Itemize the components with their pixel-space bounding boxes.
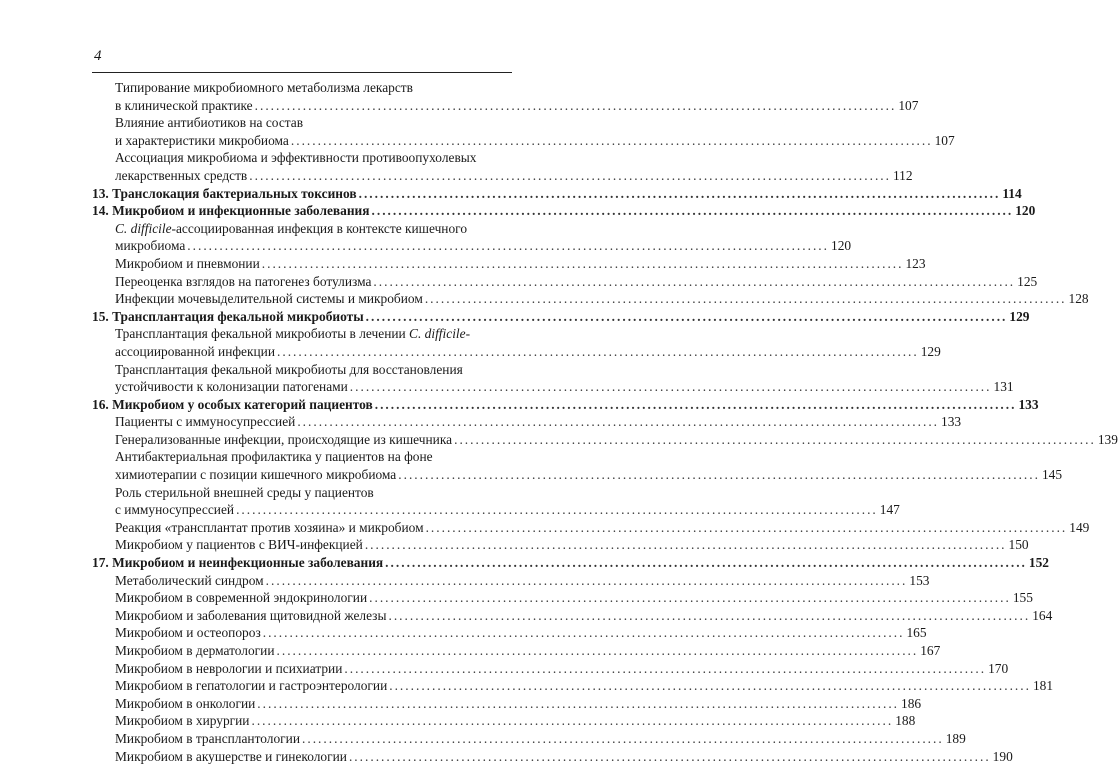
- toc-page-number: 145: [1041, 467, 1063, 483]
- toc-entry: [92, 167, 913, 185]
- toc-entry-title: [115, 290, 423, 308]
- toc-entry-title: [115, 536, 363, 554]
- toc-chapter: [92, 308, 1030, 326]
- toc-entry-title: [115, 607, 386, 625]
- toc-entry-text-tail: -: [465, 326, 471, 342]
- toc-leader-dots: ........................................................................................................................: [454, 431, 1096, 447]
- toc-page-number: 167: [920, 643, 941, 658]
- toc-entry-title: [115, 677, 387, 695]
- toc-entry-text: Микробиом в акушерстве и гинекологии: [115, 748, 347, 764]
- toc-entry-text: Микробиом и заболевания щитовидной железы: [115, 607, 387, 623]
- toc-entry-title: [115, 378, 348, 396]
- toc-entry-text: 14. Микробиом и инфекционные заболевания: [92, 203, 370, 219]
- toc-entry-title: [115, 273, 371, 291]
- toc-entry: [92, 501, 900, 519]
- toc-entry-title: [115, 572, 264, 590]
- toc-leader-dots: ........................................................................................................................: [277, 343, 919, 359]
- toc-entry: [92, 695, 922, 713]
- toc-leader-dots: ........................................................................................................................: [388, 607, 1031, 623]
- toc-entry-text: в клинической практике: [115, 97, 253, 113]
- toc-leader-dots: ........................................................................................................................: [358, 185, 1001, 201]
- toc-entry: [92, 607, 1053, 625]
- toc-entry-title: [115, 712, 249, 730]
- toc-page-number: 181: [1032, 678, 1054, 694]
- toc-entry-title: [115, 589, 367, 607]
- toc-entry-text: Микробиом в трансплантологии: [115, 730, 300, 746]
- toc-entry: [92, 712, 916, 730]
- toc-entry-title: [115, 167, 247, 185]
- toc-entry-text: Пациенты с иммуносупрессией: [115, 414, 296, 430]
- toc-page-number: 153: [909, 572, 930, 588]
- toc-entry: [92, 677, 1054, 695]
- toc-entry-title: [115, 695, 255, 713]
- toc-page-number: 190: [992, 748, 1013, 764]
- toc-leader-dots: ........................................................................................................................: [297, 414, 940, 430]
- toc-entry-title: [115, 431, 452, 449]
- toc-page-number: 120: [1015, 203, 1036, 219]
- toc-page-number: 128: [1068, 291, 1089, 307]
- toc-page-number: 123: [905, 255, 926, 271]
- toc-entry-text: Трансплантация фекальной микробиоты в лечении: [115, 326, 410, 342]
- toc-entry: [92, 255, 926, 273]
- toc-entry-text: Генерализованные инфекции, происходящие из кишечника: [115, 431, 453, 447]
- toc-page-number: 149: [1069, 519, 1090, 535]
- toc-entry-text: Микробиом в хирургии: [115, 713, 250, 729]
- toc-entry-title: [115, 730, 300, 748]
- toc-entry-text: Трансплантация фекальной микробиоты для восстановления: [115, 361, 463, 377]
- toc-entry-title: [115, 413, 295, 431]
- toc-entry-title: [115, 149, 476, 167]
- toc-entry-title: [115, 325, 470, 343]
- toc-entry-title: [92, 396, 373, 414]
- toc-page-number: 125: [1017, 273, 1038, 289]
- toc-entry-italic-term: C. difficile: [409, 326, 466, 342]
- toc-leader-dots: ........................................................................................................................: [389, 678, 1031, 694]
- toc-leader-dots: ........................................................................................................................: [369, 590, 1011, 606]
- toc-page-number: 133: [941, 414, 962, 430]
- toc-leader-dots: ........................................................................................................................: [364, 537, 1007, 553]
- toc-entry: [92, 413, 962, 431]
- toc-entry-text: 16. Микробиом у особых категорий пациентов: [92, 396, 373, 412]
- toc-leader-dots: ........................................................................................................................: [385, 555, 1027, 571]
- toc-entry: [92, 237, 852, 255]
- toc-leader-dots: ........................................................................................................................: [371, 203, 1014, 219]
- toc-entry-text: Инфекции мочевыделительной системы и микробиом: [115, 291, 423, 307]
- toc-entry-title: [92, 308, 364, 326]
- toc-entry: [92, 589, 1033, 607]
- toc-chapter: [92, 554, 1049, 572]
- toc-entry-title: [115, 255, 260, 273]
- page-number: 4: [94, 48, 102, 64]
- toc-page-number: 131: [993, 379, 1014, 395]
- toc-entry-text: Метаболический синдром: [115, 572, 264, 588]
- toc-entry: [92, 572, 930, 590]
- toc-chapter: [92, 185, 1022, 203]
- toc-entry-text: Микробиом в онкологии: [115, 695, 256, 711]
- toc-entry-text: Реакция «трансплантат против хозяина» и микробиом: [115, 519, 424, 535]
- toc-entry: [92, 624, 927, 642]
- toc-page-number: 150: [1008, 537, 1029, 553]
- toc-leader-dots: ........................................................................................................................: [236, 502, 878, 518]
- toc-entry-text: лекарственных средств: [115, 167, 248, 183]
- toc-entry-title: [115, 343, 275, 361]
- toc-page-number: 114: [1002, 185, 1022, 201]
- toc-entry-title: [115, 501, 234, 519]
- toc-entry-text: Типирование микробиомного метаболизма лекарств: [115, 80, 413, 95]
- toc-entry-text: Микробиом в современной эндокринологии: [115, 590, 368, 606]
- toc-entry-text: Микробиом в гепатологии и гастроэнтерологии: [115, 678, 388, 694]
- toc-page-number: 129: [1009, 308, 1030, 324]
- toc-leader-dots: ........................................................................................................................: [344, 660, 987, 676]
- toc-entry-text: ассоциированной инфекции: [115, 343, 276, 359]
- toc-entry: [92, 132, 955, 150]
- toc-entry-text: устойчивости к колонизации патогенами: [115, 379, 348, 395]
- toc-entry-text: с иммуносупрессией: [115, 502, 235, 518]
- toc-leader-dots: ........................................................................................................................: [398, 467, 1040, 483]
- toc-entry-title: [115, 114, 303, 132]
- toc-entry-text: и характеристики микробиома: [115, 132, 289, 148]
- toc-entry: [92, 378, 1014, 396]
- toc-entry: [92, 343, 941, 361]
- toc-entry: [92, 431, 1118, 449]
- table-of-contents: [92, 79, 1118, 765]
- toc-entry-text: Переоценка взглядов на патогенез ботулизма: [115, 273, 372, 289]
- toc-chapter: [92, 396, 1039, 414]
- toc-entry-text: 15. Трансплантация фекальной микробиоты: [92, 308, 364, 324]
- toc-entry-text: Влияние антибиотиков на состав: [115, 115, 304, 131]
- toc-page-number: 164: [1032, 607, 1053, 623]
- toc-entry-text: 17. Микробиом и неинфекционные заболевания: [92, 555, 384, 571]
- toc-entry-title: [115, 484, 374, 502]
- toc-entry: [92, 149, 513, 167]
- toc-page-number: 188: [895, 713, 916, 729]
- toc-entry-text: Ассоциация микробиома и эффективности противоопухолевых: [115, 150, 477, 166]
- toc-entry-title: [115, 97, 253, 115]
- toc-entry: [92, 748, 1013, 765]
- toc-entry-text: -ассоциированная инфекция в контексте кишечного: [171, 220, 468, 236]
- toc-page-number: 112: [892, 167, 913, 183]
- toc-page-number: 147: [879, 502, 900, 518]
- toc-entry-title: [115, 748, 347, 765]
- toc-page-number: 152: [1028, 555, 1049, 571]
- toc-page-number: 107: [898, 97, 919, 113]
- toc-entry: [92, 519, 1090, 537]
- toc-entry: [92, 220, 513, 238]
- toc-entry: [92, 484, 513, 502]
- toc-leader-dots: ........................................................................................................................: [261, 255, 904, 271]
- toc-page-number: 120: [831, 238, 852, 254]
- toc-page-number: 165: [906, 625, 927, 641]
- toc-entry: [92, 448, 513, 466]
- toc-entry-title: [115, 642, 275, 660]
- toc-entry-title: [115, 132, 289, 150]
- toc-entry: [92, 730, 966, 748]
- toc-chapter: [92, 202, 1036, 220]
- toc-leader-dots: ........................................................................................................................: [374, 396, 1017, 412]
- toc-leader-dots: ........................................................................................................................: [251, 713, 894, 729]
- toc-leader-dots: ........................................................................................................................: [265, 572, 908, 588]
- toc-page-number: 170: [988, 660, 1009, 676]
- toc-leader-dots: ........................................................................................................................: [373, 273, 1016, 289]
- toc-page-number: 189: [945, 730, 966, 746]
- toc-entry-text: Микробиом в неврологии и психиатрии: [115, 660, 343, 676]
- toc-leader-dots: ........................................................................................................................: [349, 379, 992, 395]
- toc-entry-text: Микробиом у пациентов с ВИЧ-инфекцией: [115, 537, 363, 553]
- toc-entry-title: [92, 554, 383, 572]
- toc-leader-dots: ........................................................................................................................: [262, 625, 905, 641]
- toc-entry-text: Микробиом и остеопороз: [115, 625, 261, 641]
- toc-page-number: 139: [1097, 431, 1118, 447]
- toc-entry: [92, 97, 919, 115]
- toc-entry-text: 13. Транслокация бактериальных токсинов: [92, 185, 357, 201]
- toc-entry: [92, 536, 1029, 554]
- toc-entry-title: [115, 220, 467, 238]
- toc-entry-title: [115, 519, 424, 537]
- toc-entry: [92, 325, 513, 343]
- toc-leader-dots: ........................................................................................................................: [424, 291, 1067, 307]
- toc-entry: [92, 466, 1063, 484]
- toc-entry-text: Микробиом и пневмонии: [115, 255, 260, 271]
- toc-entry-title: [115, 466, 396, 484]
- toc-entry: [92, 361, 513, 379]
- toc-entry-title: [115, 79, 413, 97]
- toc-page-number: 129: [920, 343, 941, 359]
- toc-entry-text: микробиома: [115, 238, 186, 254]
- toc-page-number: 155: [1012, 590, 1033, 606]
- toc-entry-title: [115, 660, 342, 678]
- toc-entry-title: [115, 361, 463, 379]
- toc-entry-text: Микробиом в дерматологии: [115, 643, 275, 658]
- toc-leader-dots: ........................................................................................................................: [302, 730, 944, 746]
- toc-leader-dots: ........................................................................................................................: [254, 97, 897, 113]
- toc-leader-dots: ........................................................................................................................: [425, 519, 1068, 535]
- toc-page-number: 107: [934, 132, 955, 148]
- header-rule: [92, 72, 512, 73]
- toc-entry: [92, 273, 1038, 291]
- toc-page-number: 133: [1018, 396, 1039, 412]
- toc-entry: [92, 290, 1089, 308]
- toc-entry: [92, 642, 941, 660]
- toc-entry-title: [115, 448, 433, 466]
- toc-entry-title: [92, 185, 357, 203]
- toc-entry: [92, 79, 513, 97]
- toc-entry-text: Антибактериальная профилактика у пациентов на фоне: [115, 449, 433, 465]
- toc-entry-title: [115, 624, 261, 642]
- toc-entry: [92, 660, 1009, 678]
- toc-entry-italic-term: C. difficile: [115, 220, 172, 236]
- toc-leader-dots: ........................................................................................................................: [249, 167, 891, 183]
- toc-leader-dots: ........................................................................................................................: [290, 132, 933, 148]
- toc-page-number: 186: [901, 695, 922, 711]
- toc-entry-title: [92, 202, 370, 220]
- toc-leader-dots: ........................................................................................................................: [276, 643, 919, 658]
- toc-leader-dots: ........................................................................................................................: [365, 308, 1008, 324]
- toc-entry-text: Роль стерильной внешней среды у пациентов: [115, 484, 374, 500]
- toc-entry-text: химиотерапии с позиции кишечного микробиома: [115, 467, 397, 483]
- toc-leader-dots: ........................................................................................................................: [187, 238, 829, 254]
- toc-entry: [92, 114, 513, 132]
- toc-leader-dots: ........................................................................................................................: [348, 748, 991, 764]
- toc-entry-title: [115, 237, 185, 255]
- toc-leader-dots: ........................................................................................................................: [257, 695, 900, 711]
